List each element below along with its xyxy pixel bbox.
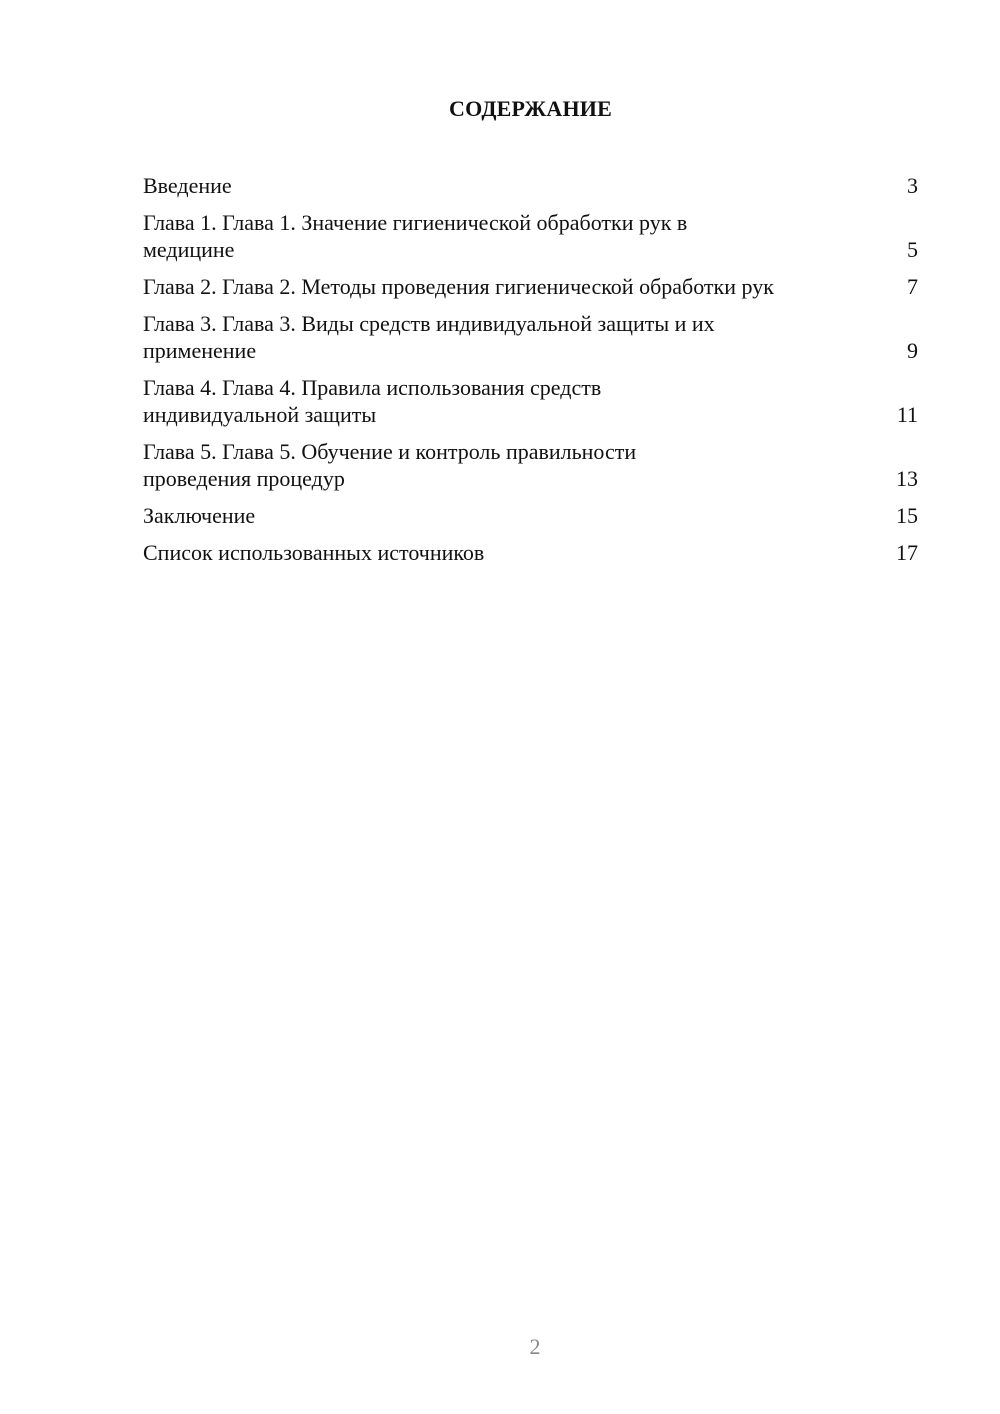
toc-entry-text: Глава 2. Глава 2. Методы проведения гигиенической обработки рук (143, 274, 774, 299)
toc-entry-chapter-1 (143, 209, 918, 263)
toc-entry-text: Глава 3. Глава 3. Виды средств индивидуальной защиты и их применение (143, 311, 715, 363)
toc-entry-chapter-3 (143, 310, 918, 364)
toc-entry-chapter-4 (143, 374, 918, 428)
toc-entry-page: 11 (896, 402, 918, 427)
toc-entry-page: 15 (896, 503, 918, 528)
toc-entry-introduction (143, 172, 918, 199)
toc-entry-page: 13 (896, 466, 918, 491)
toc-entry-page: 7 (907, 274, 918, 299)
toc-entry-page: 17 (896, 540, 918, 565)
toc-entry-page: 9 (907, 338, 918, 363)
toc-entry-references (143, 539, 918, 566)
toc-entry-conclusion (143, 502, 918, 529)
toc-entry-text: Список использованных источников (143, 540, 485, 565)
toc-entry-chapter-5 (143, 438, 918, 492)
toc-entry-page: 3 (907, 173, 918, 198)
page-title: СОДЕРЖАНИЕ (449, 96, 612, 121)
toc-entry-text: Заключение (143, 503, 256, 528)
toc-entry-text: Введение (143, 173, 232, 198)
table-of-contents (143, 172, 918, 576)
toc-entry-text: Глава 4. Глава 4. Правила использования средств индивидуальной защиты (143, 375, 602, 427)
toc-entry-text: Глава 5. Глава 5. Обучение и контроль правильности проведения процедур (143, 439, 637, 491)
toc-entry-chapter-2 (143, 273, 918, 300)
toc-entry-text: Глава 1. Глава 1. Значение гигиенической обработки рук в медицине (143, 210, 688, 262)
toc-entry-page: 5 (907, 237, 918, 262)
page-number: 2 (529, 1334, 541, 1359)
